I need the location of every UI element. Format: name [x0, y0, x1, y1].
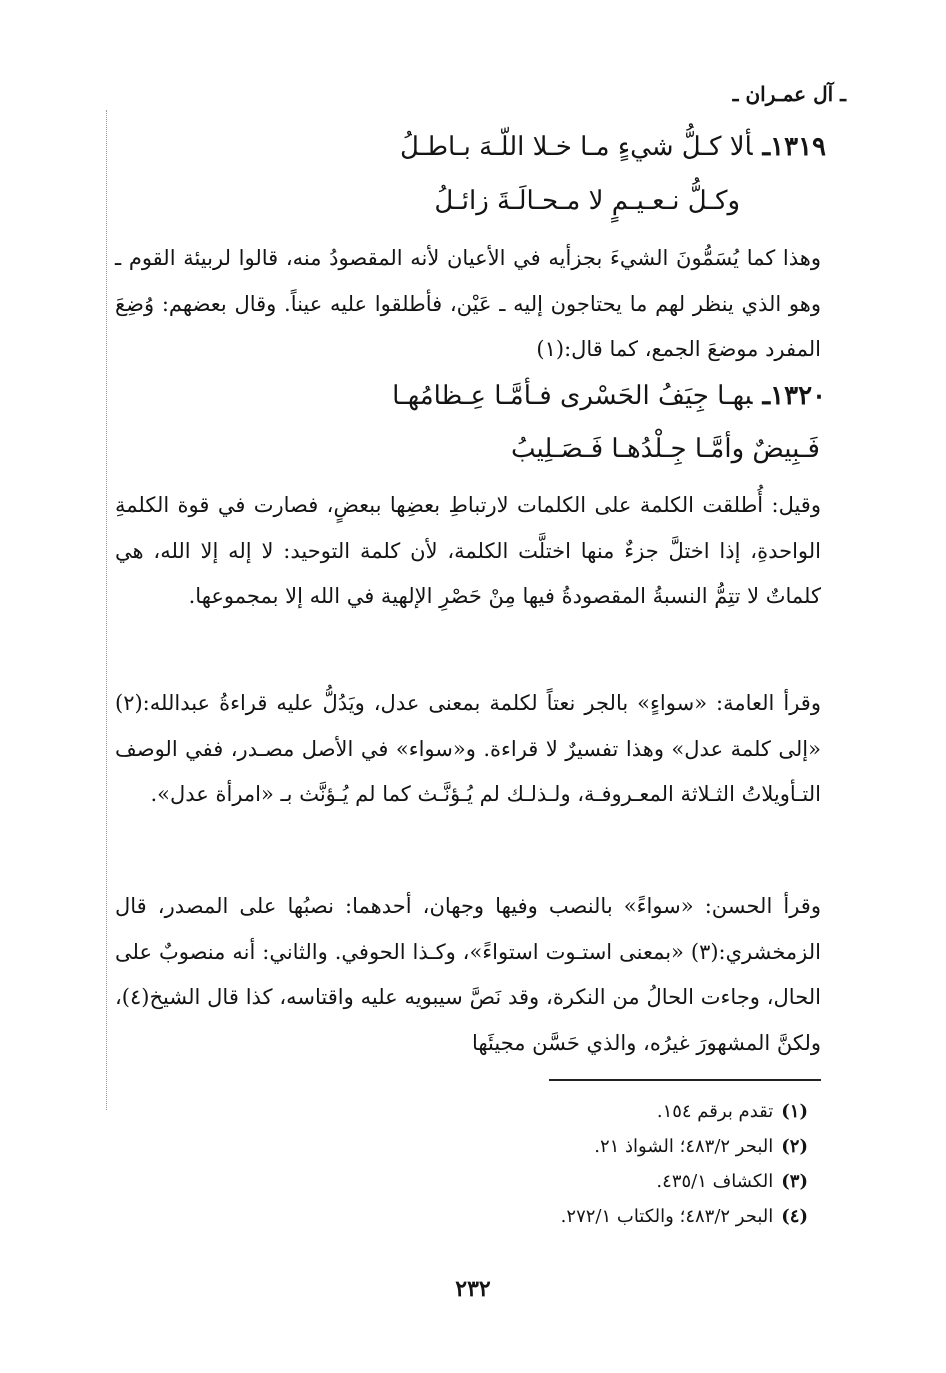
verse-1-line-1: ألا كـلُّ شيءٍ مـا خـلا اللّـهَ بـاطـلُ	[400, 132, 753, 162]
footnote-text: الكشاف ٤٣٥/١.	[656, 1171, 774, 1192]
footnote-mark: (٢)	[781, 1136, 808, 1157]
paragraph-1: وهذا كما يُسَمُّونَ الشيءَ بجزأيه في الأعيان لأنه المقصودُ منه، قالوا لربيئة القوم ـ وهو الذي ينظر لهم ما يحتاجون إليه ـ عَيْن، فأطلقوا عليه عيناً. وقال بعضهم: وُضِعَ المفرد موضعَ الجمع، كما قال:(١)	[115, 246, 821, 361]
footnote-1	[561, 1094, 808, 1129]
verse-2-number: ١٣٢٠ـ	[762, 381, 826, 411]
footnote-mark: (٤)	[781, 1206, 808, 1227]
page-number: ٢٣٢	[455, 1276, 491, 1302]
footnote-4	[561, 1199, 808, 1234]
verse-2-line-1: بهـا جِيَفُ الحَسْرى فـأمَّـا عِـظامُهـا	[392, 381, 753, 411]
footnote-mark: (٣)	[781, 1171, 808, 1192]
running-head: ـ آل عمـران ـ	[732, 82, 846, 106]
footnote-text: البحر ٤٨٣/٢؛ والكتاب ٢٧٢/١.	[560, 1206, 774, 1227]
paragraph-4: وقرأ الحسن: «سواءً» بالنصب وفيها وجهان، أحدهما: نصبُها على المصدر، قال الزمخشري:(٣) «بمعنى استـوت استواءً»، وكـذا الحوفي. والثاني: أنه منصوبٌ على الحال، وجاءت الحالُ من النكرة، وقد نَصَّ سيبويه عليه واقتاسه، كذا قال الشيخ(٤)، ولكنَّ المشهورَ غيرُه، والذي حَسَّن مجيئَها	[115, 894, 821, 1055]
verse-1-second-hemistich: وكـلُّ نـعـيـمٍ لا مـحـالَـةَ زائـلُ	[434, 186, 740, 216]
paragraph-2: وقيل: أُطلقت الكلمة على الكلمات لارتباطِ بعضِها ببعضٍ، فصارت في قوة الكلمةِ الواحدةِ، إذا اختلَّ جزءٌ منها اختلَّت الكلمة، لأن كلمة التوحيد: لا إله إلا الله، هي كلماتٌ لا تتِمُّ النسبةُ المقصودةُ فيها مِنْ حَصْرِ الإلهية في الله إلا بمجموعها.	[115, 493, 821, 608]
footnote-text: البحر ٤٨٣/٢؛ الشواذ ٢١.	[594, 1136, 774, 1157]
footnote-3	[561, 1164, 808, 1199]
footnote-2	[561, 1129, 808, 1164]
footnote-text: تقدم برقم ١٥٤.	[656, 1101, 774, 1122]
verse-1-first-hemistich	[400, 132, 826, 162]
scan-margin-line	[106, 110, 107, 1110]
footnote-mark: (١)	[781, 1101, 808, 1122]
footnotes	[561, 1094, 808, 1234]
verse-2-second-hemistich: فَـبِيضٌ وأمَّـا جِـلْدُهـا فَـصَـلِيبُ	[510, 434, 820, 464]
verse-1-number: ١٣١٩ـ	[762, 132, 826, 162]
paragraph-3: وقرأ العامة: «سواءٍ» بالجر نعتاً لكلمة بمعنى عدل، ويَدُلُّ عليه قراءةُ عبدالله:(٢) «إلى كلمة عدل» وهذا تفسيرٌ لا قراءة. و«سواء» في الأصل مصـدر، ففي الوصف التـأويلاتُ الثـلاثة المعـروفـة، ولـذلـك لم يُـؤنَّـث كما لم يُـؤنَّث بـ «امرأة عدل».	[115, 691, 821, 806]
verse-2-first-hemistich	[392, 381, 826, 411]
footnote-separator	[549, 1079, 821, 1081]
